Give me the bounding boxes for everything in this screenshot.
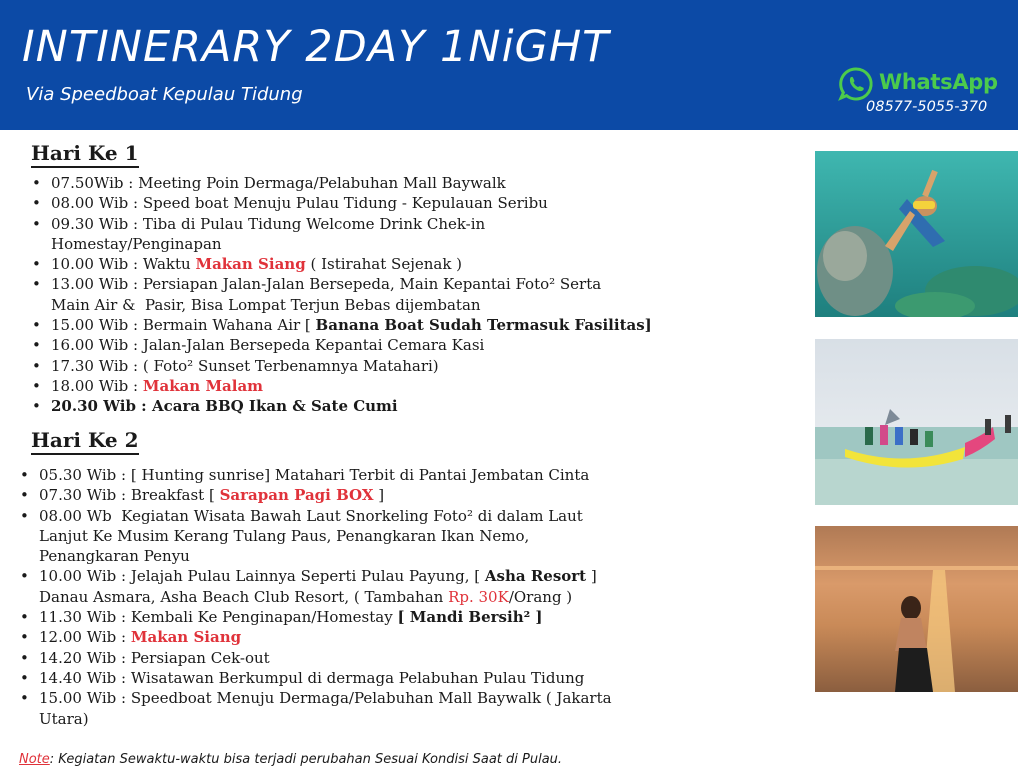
item-text: Speedboat Menuju Dermaga/Pelabuhan Mall Baywalk ( Jakarta Utara) (39, 689, 612, 728)
item-bold: Asha Resort (484, 567, 587, 586)
item-after: ( Istirahat Sejenak ) (305, 255, 463, 274)
item-time: 18.00 Wib : (51, 376, 139, 395)
item-time: 15.00 Wib : (39, 689, 127, 708)
day1-heading: Hari Ke 1 (31, 141, 139, 168)
note-text: : Kegiatan Sewaktu-waktu bisa terjadi perubahan Sesuai Kondisi Saat di Pulau. (49, 752, 563, 767)
item-time: 07.50Wib : (51, 174, 134, 192)
itinerary-item (19, 506, 779, 567)
whatsapp-phone[interactable]: 08577-5055-370 (866, 99, 988, 115)
item-time: 20.30 Wib : (51, 397, 147, 416)
snorkeling-photo (815, 151, 1018, 317)
item-time: 13.00 Wib : (51, 275, 139, 294)
item-text: Breakfast [ (126, 486, 220, 505)
itinerary-item (31, 396, 791, 416)
item-text: Waktu (138, 255, 196, 274)
itinerary-item (31, 214, 791, 255)
item-text: Acara BBQ Ikan & Sate Cumi (146, 397, 398, 416)
itinerary-item (31, 376, 791, 396)
itinerary-item (31, 193, 791, 213)
item-time: 10.00 Wib : (39, 567, 127, 586)
item-time: 17.30 Wib : (51, 356, 139, 375)
item-time: 05.30 Wib : (39, 466, 127, 484)
item-text: Persiapan Jalan-Jalan Bersepeda, Main Kepantai Foto² Serta Main Air & Pasir, Bisa Lompat Terjun Bebas dijembatan (51, 275, 602, 314)
day1-list (31, 173, 791, 417)
item-text: Wisatawan Berkumpul di dermaga Pelabuhan Pulau Tidung (126, 668, 585, 687)
whatsapp-icon (838, 66, 874, 102)
itinerary-item (31, 254, 791, 274)
item-time: 08.00 Wib : (51, 194, 139, 213)
item-time: 15.00 Wib : (51, 316, 139, 335)
item-highlight: Makan Siang (130, 628, 242, 647)
itinerary-item (19, 648, 779, 668)
itinerary-item (19, 465, 779, 485)
item-text: ( Foto² Sunset Terbenamnya Matahari) (138, 356, 439, 375)
footer-note (19, 752, 562, 767)
itinerary-item (31, 315, 791, 335)
item-text: Kembali Ke Penginapan/Homestay (126, 608, 398, 627)
item-time: 08.00 Wb (39, 506, 112, 525)
item-highlight: Makan Malam (142, 376, 264, 395)
item-after: ] Danau Asmara, Asha Beach Club Resort, ( Tambahan (39, 567, 597, 606)
item-highlight: Makan Siang (195, 255, 306, 274)
itinerary-item (31, 173, 791, 193)
whatsapp-contact[interactable] (838, 64, 1008, 120)
page-subtitle: Via Speedboat Kepulau Tidung (26, 84, 303, 105)
item-text: Speed boat Menuju Pulau Tidung - Kepulauan Seribu (138, 194, 548, 213)
item-text: Kegiatan Wisata Bawah Laut Snorkeling Foto² di dalam Laut Lanjut Ke Musim Kerang Tulang Paus, Penangkaran Ikan Nemo, Penangkaran Penyu (39, 506, 583, 566)
itinerary-item (31, 335, 791, 355)
item-text: Meeting Poin Dermaga/Pelabuhan Mall Baywalk (133, 174, 506, 192)
day2-heading: Hari Ke 2 (31, 428, 139, 455)
item-time: 12.00 Wib : (39, 628, 127, 647)
note-label: Note (19, 752, 50, 767)
itinerary-item (19, 485, 779, 505)
item-after: /Orang ) (508, 587, 573, 606)
item-text: Tiba di Pulau Tidung Welcome Drink Chek-in Homestay/Penginapan (51, 214, 486, 253)
page-title: INTINERARY 2DAY 1NiGHT (22, 22, 610, 72)
item-time: 10.00 Wib : (51, 255, 139, 274)
itinerary-item (19, 566, 779, 607)
item-time: 14.40 Wib : (39, 668, 127, 687)
item-bold: Banana Boat Sudah Termasuk Fasilitas] (315, 316, 652, 335)
item-bold: [ Mandi Bersih² ] (397, 608, 543, 627)
header-banner (0, 0, 1018, 130)
sunset-beach-photo (815, 526, 1018, 692)
itinerary-item (19, 668, 779, 688)
item-time: 09.30 Wib : (51, 214, 139, 233)
itinerary-item (19, 627, 779, 647)
item-highlight: Sarapan Pagi BOX (219, 486, 374, 505)
whatsapp-label: WhatsApp (879, 70, 998, 94)
item-after: ] (373, 486, 385, 505)
banana-boat-photo (815, 339, 1018, 505)
itinerary-item (19, 688, 779, 729)
item-time: 16.00 Wib : (51, 336, 139, 355)
itinerary-item (19, 607, 779, 627)
item-highlight: Rp. 30K (448, 587, 509, 606)
day2-list (19, 465, 779, 729)
item-text: Jalan-Jalan Bersepeda Kepantai Cemara Kasi (138, 336, 485, 355)
item-time: 11.30 Wib : (39, 608, 127, 627)
item-text: Jelajah Pulau Lainnya Seperti Pulau Payung, [ (126, 567, 485, 586)
item-text: [ Hunting sunrise] Matahari Terbit di Pantai Jembatan Cinta (126, 466, 590, 484)
itinerary-item (31, 274, 791, 315)
itinerary-item (31, 356, 791, 376)
item-time: 07.30 Wib : (39, 486, 127, 505)
item-text: Bermain Wahana Air [ (138, 316, 316, 335)
item-text: Persiapan Cek-out (126, 648, 270, 667)
item-time: 14.20 Wib : (39, 648, 127, 667)
